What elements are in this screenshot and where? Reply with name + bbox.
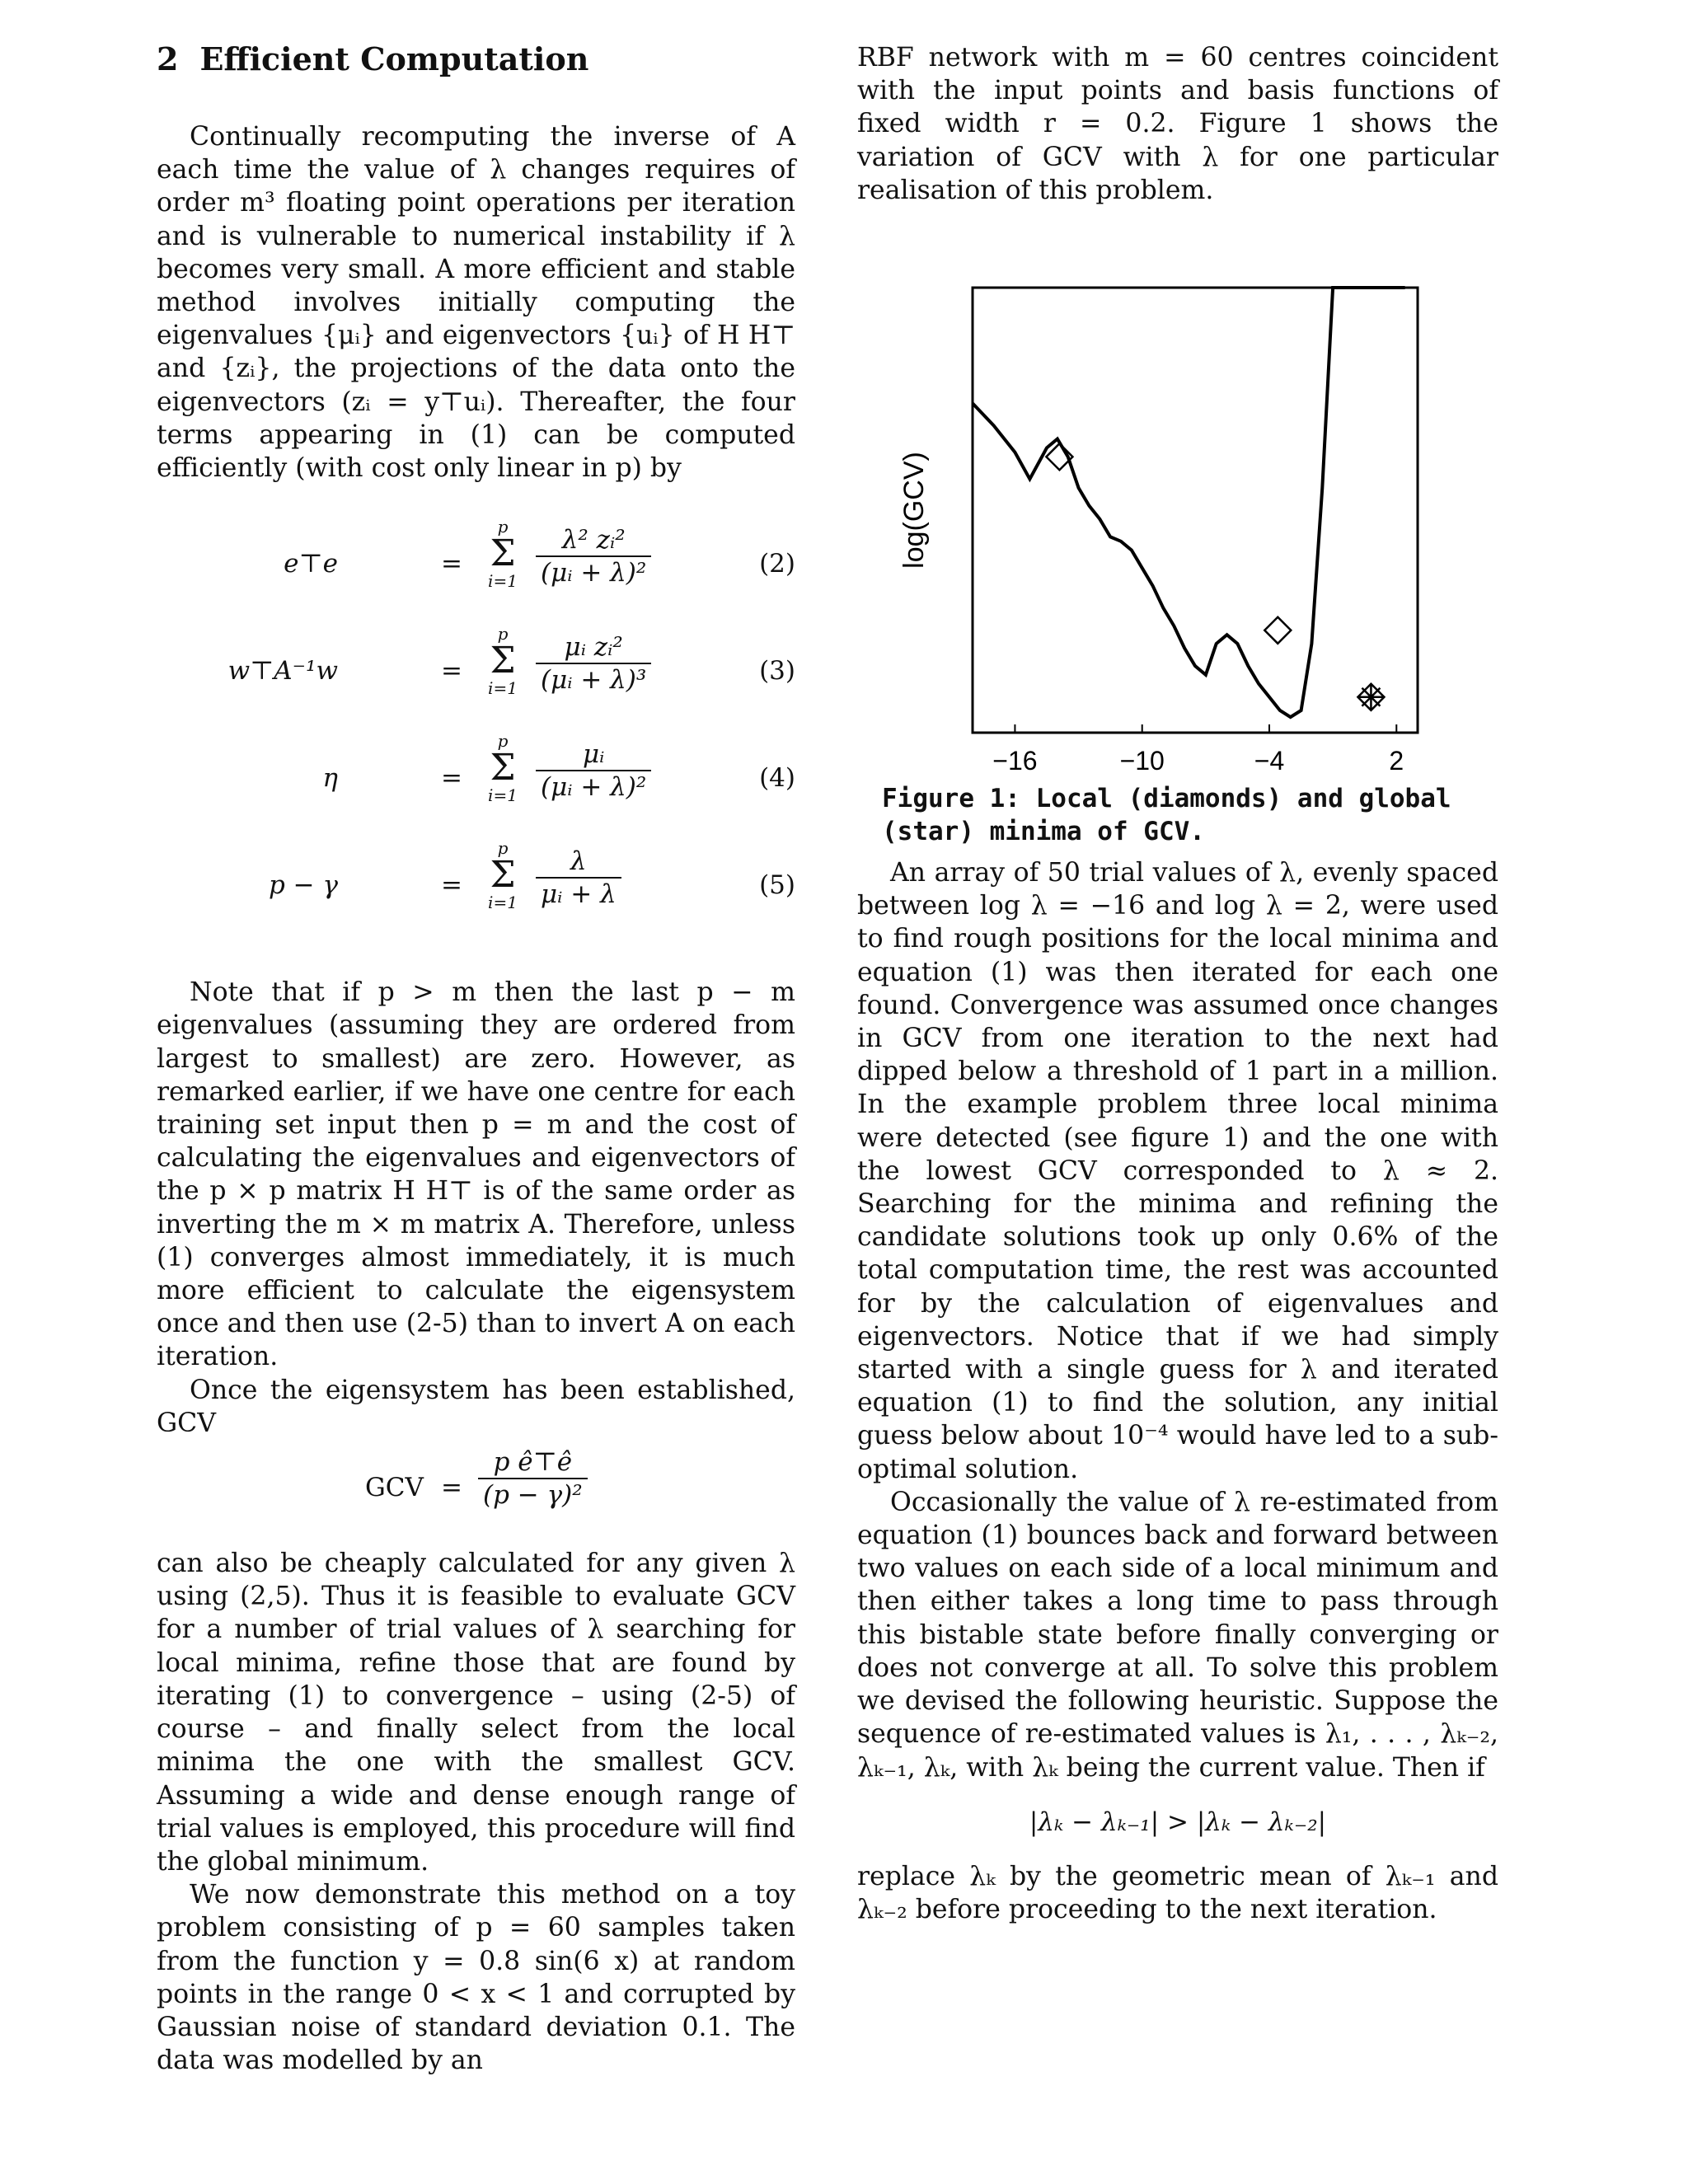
sum-lower: i=1 bbox=[488, 678, 518, 699]
x-tick-label: −16 bbox=[992, 746, 1038, 775]
denominator: (μᵢ + λ)² bbox=[541, 558, 647, 588]
sigma-icon: Σ bbox=[490, 640, 516, 682]
right-paragraph-3: Occasionally the value of λ re-estimated from equation (1) bounces back and forward between two values on each side of a local minimum and then either takes a long time to pass through this bistable state before finally converging or does not converge at all. To solve this problem we devised the following heuristic. Suppose the sequence of re-estimated values is λ₁, . . . , λₖ₋₂, λₖ₋₁, λₖ, with λₖ being the current value. Then if bbox=[857, 1487, 1498, 1783]
equation-lhs: e⊤e bbox=[284, 549, 338, 579]
sum-upper: p bbox=[497, 517, 509, 537]
equation-number: (2) bbox=[759, 549, 795, 579]
sigma-icon: Σ bbox=[490, 854, 516, 897]
right-paragraph-2: An array of 50 trial values of λ, evenly spaced between log λ = −16 and log λ = 2, were used to find rough positions for the local minima and equation (1) was then iterated for each one found. Convergence was assumed once changes in GCV from one iteration to the next had dipped below a threshold of 1 part in a million. In the example problem three local minima were detected (see figure 1) and the one with the lowest GCV corresponded to λ ≈ 2. Searching for the minima and refining the candidate solutions took up only 0.6% of the total computation time, the rest was accounted for by the calculation of eigenvalues and eigenvectors. Notice that if we had simply started with a single guess for λ and iterated equation (1) to find the solution, any initial guess below about 10⁻⁴ would have led to a sub-optimal solution. bbox=[857, 858, 1498, 1484]
gcv-fraction bbox=[478, 1446, 588, 1511]
right-paragraph-1: RBF network with m = 60 centres coincident with the input points and basis functions of fixed width r = 0.2. Figure 1 shows the variation of GCV with λ for one particular realisation of this problem. bbox=[857, 43, 1498, 205]
equation-lhs: η bbox=[322, 763, 338, 794]
fraction bbox=[536, 631, 651, 696]
equation-number: (5) bbox=[759, 870, 795, 901]
y-axis-label: log(GCV) bbox=[898, 452, 930, 569]
denominator: (μᵢ + λ)² bbox=[541, 772, 647, 803]
equals-sign: = bbox=[441, 870, 462, 901]
numerator: p ê⊤ê bbox=[478, 1446, 588, 1479]
section-number: 2 bbox=[157, 40, 179, 77]
equation-number: (4) bbox=[759, 763, 795, 794]
equation-lhs: p − γ bbox=[268, 870, 338, 901]
sum-upper: p bbox=[497, 838, 509, 859]
equals-sign: = bbox=[441, 656, 462, 687]
gcv-equation bbox=[157, 1445, 795, 1535]
equation-5 bbox=[157, 839, 795, 946]
left-paragraph-5: We now demonstrate this method on a toy problem consisting of p = 60 samples taken from the function y = 0.8 sin(6 x) at random points in the range 0 < x < 1 and corrupted by Gaussian noise of standard deviation 0.1. The data was modelled by an bbox=[157, 1880, 795, 2076]
equation-2 bbox=[157, 518, 795, 625]
equation-lhs: w⊤A⁻¹w bbox=[227, 656, 338, 687]
sigma-icon: Σ bbox=[490, 747, 516, 790]
global-minimum-star bbox=[1357, 684, 1384, 710]
fraction bbox=[536, 524, 651, 588]
sigma-icon: Σ bbox=[490, 532, 516, 575]
sum-symbol bbox=[486, 518, 519, 590]
equals-sign: = bbox=[441, 549, 462, 579]
equals-sign: = bbox=[441, 1473, 462, 1503]
right-paragraph-4: replace λₖ by the geometric mean of λₖ₋₁ and λₖ₋₂ before proceeding to the next iteration. bbox=[857, 1861, 1498, 1924]
left-paragraph-1: Continually recomputing the inverse of A each time the value of λ changes requires of order m³ floating point operations per iteration and is vulnerable to numerical instability if λ becomes very small. A more efficient and stable method involves initially computing the eigenvalues {μᵢ} and eigenvectors {uᵢ} of H H⊤ and {zᵢ}, the projections of the data onto the eigenvectors (zᵢ = y⊤uᵢ). Thereafter, the four terms appearing in (1) can be computed efficiently (with cost only linear in p) by bbox=[157, 122, 795, 484]
left-paragraph-3: Once the eigensystem has been established, GCV bbox=[157, 1375, 795, 1438]
fraction bbox=[536, 846, 621, 910]
section-heading bbox=[157, 41, 795, 77]
equals-sign: = bbox=[441, 763, 462, 794]
numerator: λ bbox=[536, 846, 621, 879]
figure-caption: Figure 1: Local (diamonds) and global (star) minima of GCV. bbox=[882, 784, 1451, 847]
numerator: μᵢ zᵢ² bbox=[536, 631, 651, 664]
figure-1 bbox=[857, 238, 1498, 856]
sum-symbol bbox=[486, 732, 519, 804]
x-tick-label: 2 bbox=[1389, 746, 1404, 775]
sum-upper: p bbox=[497, 624, 509, 644]
sum-symbol bbox=[486, 839, 519, 912]
sum-lower: i=1 bbox=[488, 893, 518, 913]
right-column bbox=[857, 41, 1498, 1926]
equation-3 bbox=[157, 625, 795, 732]
left-paragraph-2: Note that if p > m then the last p − m eigenvalues (assuming they are ordered from largest to smallest) are zero. However, as remarked earlier, if we have one centre for each training set input then p = m and the cost of calculating the eigenvalues and eigenvectors of the p × p matrix H H⊤ is of the same order as inverting the m × m matrix A. Therefore, unless (1) converges almost immediately, it is much more efficient to calculate the eigensystem once and then use (2-5) than to invert A on each iteration. bbox=[157, 977, 795, 1372]
numerator: λ² zᵢ² bbox=[536, 524, 651, 557]
equation-block bbox=[157, 518, 795, 946]
gcv-lhs: GCV bbox=[365, 1473, 424, 1503]
section-title: Efficient Computation bbox=[199, 40, 589, 77]
numerator: μᵢ bbox=[536, 738, 651, 771]
sum-upper: p bbox=[497, 731, 509, 752]
left-column bbox=[157, 41, 795, 2077]
denominator: μᵢ + λ bbox=[541, 879, 617, 910]
sum-symbol bbox=[486, 625, 519, 697]
denominator: (p − γ)² bbox=[483, 1480, 583, 1511]
sum-lower: i=1 bbox=[488, 571, 518, 592]
local-minimum-diamond bbox=[1264, 617, 1291, 644]
left-paragraph-4: can also be cheaply calculated for any given λ using (2,5). Thus it is feasible to evaluate GCV for a number of trial values of λ searching for local minima, refine those that are found by iterating (1) to convergence – using (2-5) of course – and finally select from the local minima the one with the smallest GCV. Assuming a wide and dense enough range of trial values is employed, this procedure will find the global minimum. bbox=[157, 1549, 795, 1877]
equation-number: (3) bbox=[759, 656, 795, 687]
inequality: |λₖ − λₖ₋₁| > |λₖ − λₖ₋₂| bbox=[1029, 1807, 1327, 1837]
gcv-chart bbox=[857, 238, 1498, 774]
fraction bbox=[536, 738, 651, 803]
gcv-curve bbox=[973, 288, 1405, 717]
denominator: (μᵢ + λ)³ bbox=[541, 665, 647, 696]
x-tick-label: −10 bbox=[1119, 746, 1165, 775]
equation-4 bbox=[157, 732, 795, 839]
sum-lower: i=1 bbox=[488, 785, 518, 806]
x-tick-label: −4 bbox=[1254, 746, 1285, 775]
